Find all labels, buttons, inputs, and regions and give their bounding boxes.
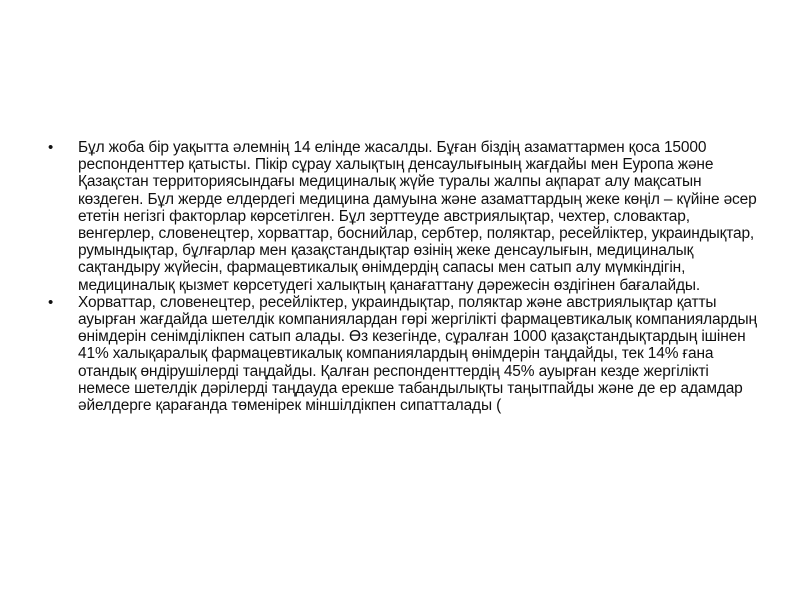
bullet-list [48,139,760,414]
bullet-text-2: Хорваттар, словенецтер, ресейліктер, украиндықтар, поляктар және австриялықтар қатты ауырған жағдайда шетелдік компаниялардан гөрі жергілікті фармацевтикалық компаниялардың өнімдерін сенімділікпен сатып алады. Өз кезегінде, сұралған 1000 қазақстандықтардың ішінен 41% халықаралық фармацевтикалық компаниялардың өнімдерін таңдайды, тек 14% ғана отандық өндірушілерді таңдайды. Қалған респонденттердің 45% ауырған кезде жергілікті немесе шетелдік дәрілерді таңдауда ерекше табандылықты таңытпайды және де ер адамдар әйелдерге қарағанда төменірек міншілдікпен сипатталады ( [78,293,757,415]
bullet-item-1 [48,139,760,294]
bullet-item-2 [48,294,760,414]
bullet-text-1: Бұл жоба бір уақытта әлемнің 14 елінде жасалды. Бұған біздің азаматтармен қоса 15000 респонденттер қатысты. Пікір сұрау халықтың денсаулығының жағдайы мен Еуропа және Қазақстан территориясындағы медициналық жүйе туралы жалпы ақпарат алу мақсатын көздеген. Бұл жерде елдердегі медицина дамуына және азаматтардың жеке көңіл – күйіне әсер ететін негізгі факторлар көрсетілген. Бұл зерттеуде австриялықтар, чехтер, словактар, венгерлер, словенецтер, хорваттар, боснийлар, сербтер, поляктар, ресейліктер, украиндықтар, румындықтар, бұлғарлар мен қазақстандықтар өзінің жеке денсаулығын, медициналық сақтандыру жүйесін, фармацевтикалық өнімдердің сапасы мен сатып алу мүмкіндігін, медициналық қызмет көрсетудегі халықтың қанағаттану дәрежесін өздігінен бағалайды. [78,139,757,294]
bullet-marker-icon: • [48,293,54,311]
bullet-marker-icon: • [48,139,54,156]
